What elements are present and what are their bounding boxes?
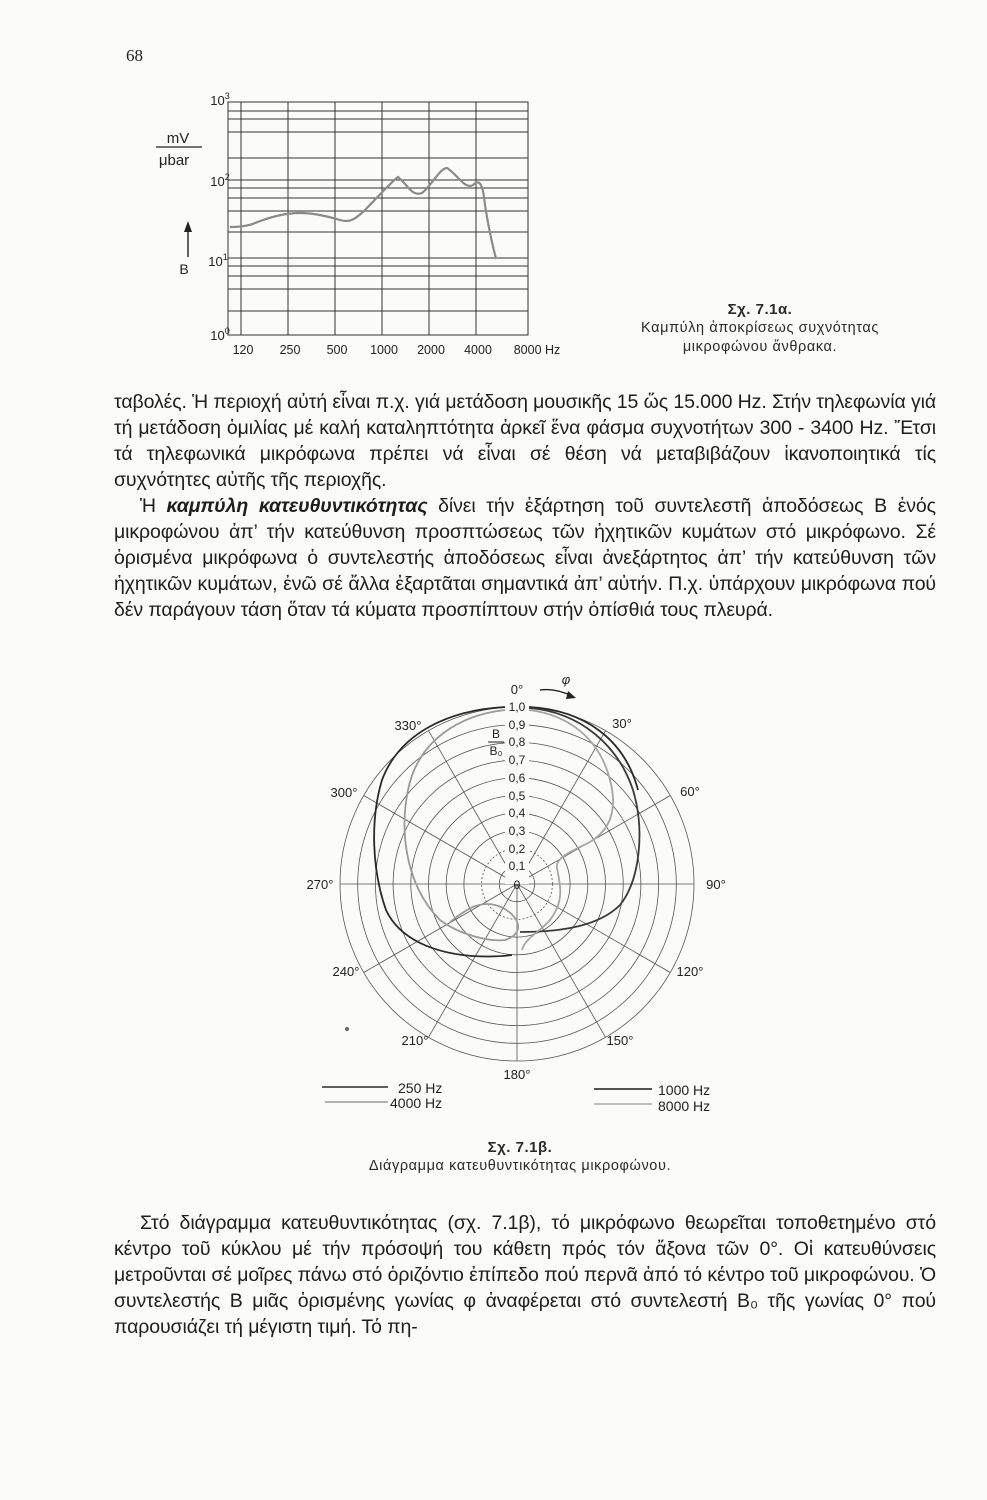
- angle-label-0: 0°: [510, 682, 524, 697]
- y-tick-1: $10^0$: [210, 326, 230, 343]
- paragraph-2-rest: δίνει τήν ἐξάρτηση τοῦ συντελεστῆ ἀποδόσεως B ἑνός μικροφώνου ἀπ’ τήν κατεύθυνση προσπτώσεως τῶν ἠχητικῶν κυμάτων στό μικρόφωνο. Σέ ὁρισμένα μικρόφωνα ὁ συντελεστής ἀποδόσεως εἶναι ἀνεξάρτητος ἀπ’ τήν κατεύθυνση τῶν ἠχητικῶν κυμάτων, ἐνῶ σέ ἄλλα ἐξαρτᾶται σημαντικά ἀπ’ αὐτήν. Π.χ. ὑπάρχουν μικρόφωνα πού δέν παράγουν τάση ὅταν τά κύματα προσπίπτουν στήν ὀπίσθιά τους πλευρά.: [114, 495, 936, 621]
- y-unit-denominator: μbar: [158, 152, 190, 169]
- legend-8000hz: 8000 Hz: [658, 1098, 711, 1114]
- radial-label: 0: [513, 878, 521, 892]
- angle-label-240: 240°: [332, 964, 360, 979]
- paragraph-2: [114, 493, 936, 623]
- curve-8000hz: [522, 710, 613, 950]
- radial-label: 0,9: [508, 718, 526, 732]
- angle-label-210: 210°: [401, 1033, 429, 1048]
- legend-250hz: 250 Hz: [398, 1080, 443, 1096]
- chart-grid: [228, 102, 528, 335]
- response-curve: [230, 168, 496, 259]
- x-tick: 8000 Hz: [513, 343, 560, 357]
- radial-labels: [505, 700, 529, 892]
- term-directivity-curve: καμπύλη κατευθυντικότητας: [166, 495, 428, 517]
- angle-label-30: 30°: [612, 716, 632, 731]
- radial-label: 0,5: [508, 789, 526, 803]
- paragraph-3-text: Στό διάγραμμα κατευθυντικότητας (σχ. 7.1β), τό μικρόφωνο θεωρεῖται τοποθετημένο στό κέντρο τοῦ κύκλου μέ τήν πρόσοψή του κάθετη πρός τόν ἄξονα τῶν 0°. Οἱ κατευθύνσεις μετροῦνται σέ μοῖρες πάνω στό ὁριζόντιο ἐπίπεδο πού περνᾶ ἀπό τό κέντρο τοῦ μικροφώνου. Ὁ συντελεστής B μιᾶς ὁρισμένης γωνίας φ ἀναφέρεται στό συντελεστή B₀ τῆς γωνίας 0° πού παρουσιάζει τή μέγιστη τιμή. Τό πη-: [114, 1212, 936, 1338]
- angle-label-270: 270°: [306, 877, 334, 892]
- angle-label-60: 60°: [680, 784, 700, 799]
- radial-label: 0,8: [508, 735, 526, 749]
- y-tick-100: $10^2$: [210, 172, 230, 189]
- radial-label: 0,1: [508, 859, 526, 873]
- figure-b-caption: [330, 1138, 710, 1176]
- x-tick: 4000: [464, 343, 492, 357]
- page-number: 68: [126, 46, 143, 65]
- y-unit-numerator: mV: [166, 130, 190, 147]
- angle-label-180: 180°: [503, 1067, 531, 1082]
- x-tick: 120: [232, 343, 254, 357]
- ratio-denominator: B₀: [489, 744, 503, 758]
- angle-label-330: 330°: [394, 718, 422, 733]
- radial-label: 0,3: [508, 824, 526, 838]
- radial-label: 0,6: [508, 771, 526, 785]
- x-tick-labels: [233, 343, 560, 357]
- paragraph-1: [114, 389, 936, 493]
- ratio-numerator: B: [491, 727, 501, 741]
- y-tick-1000: $10^3$: [210, 91, 230, 108]
- legend-4000hz: 4000 Hz: [390, 1095, 443, 1111]
- legend-1000hz: 1000 Hz: [658, 1082, 711, 1098]
- y-tick-10: $10^1$: [208, 252, 228, 269]
- phi-symbol: φ: [561, 672, 571, 687]
- arrow-up-icon: [184, 221, 192, 232]
- angle-label-120: 120°: [676, 964, 704, 979]
- x-tick: 250: [279, 343, 301, 357]
- figure-a-caption-line2: μικροφώνου ἄνθρακα.: [682, 339, 838, 355]
- figure-b-caption-text: Διάγραμμα κατευθυντικότητας μικροφώνου.: [368, 1158, 672, 1174]
- x-tick: 2000: [417, 343, 445, 357]
- paragraph-2-lead: Ἡ: [140, 495, 167, 517]
- figure-b-label: Σχ. 7.1β.: [487, 1139, 553, 1156]
- legend: [322, 1080, 710, 1114]
- radial-label: 0,7: [508, 753, 526, 767]
- directivity-polar-chart: [300, 670, 760, 1130]
- radial-label: 0,4: [508, 806, 526, 820]
- figure-a-label: Σχ. 7.1α.: [727, 301, 793, 318]
- radial-label: 1,0: [508, 700, 526, 714]
- frequency-response-chart: [140, 85, 560, 365]
- radial-label: 0,2: [508, 842, 526, 856]
- paragraph-3: [114, 1210, 936, 1340]
- y-symbol: B: [179, 261, 189, 277]
- paragraph-1-text: ταβολές. Ἡ περιοχή αὐτή εἶναι π.χ. γιά μετάδοση μουσικῆς 15 ὥς 15.000 Hz. Στήν τηλεφωνία γιά τή μετάδοση ὁμιλίας μέ καλή καταληπτότητα ἀρκεῖ ἕνα φάσμα συχνοτήτων 300 - 3400 Hz. Ἔτσι τά τηλεφωνικά μικρόφωνα πρέπει νά εἶναι σέ θέση νά μεταβιβάζουν ἱκανοποιητικά τίς συχνότητες αὐτῆς τῆς περιοχῆς.: [114, 391, 936, 491]
- figure-a-caption: [590, 300, 930, 357]
- angle-label-300: 300°: [330, 785, 358, 800]
- figure-a-caption-line1: Καμπύλη ἀποκρίσεως συχνότητας: [641, 320, 879, 336]
- x-tick: 1000: [370, 343, 398, 357]
- angle-label-90: 90°: [706, 877, 726, 892]
- angle-label-150: 150°: [606, 1033, 634, 1048]
- x-tick: 500: [326, 343, 348, 357]
